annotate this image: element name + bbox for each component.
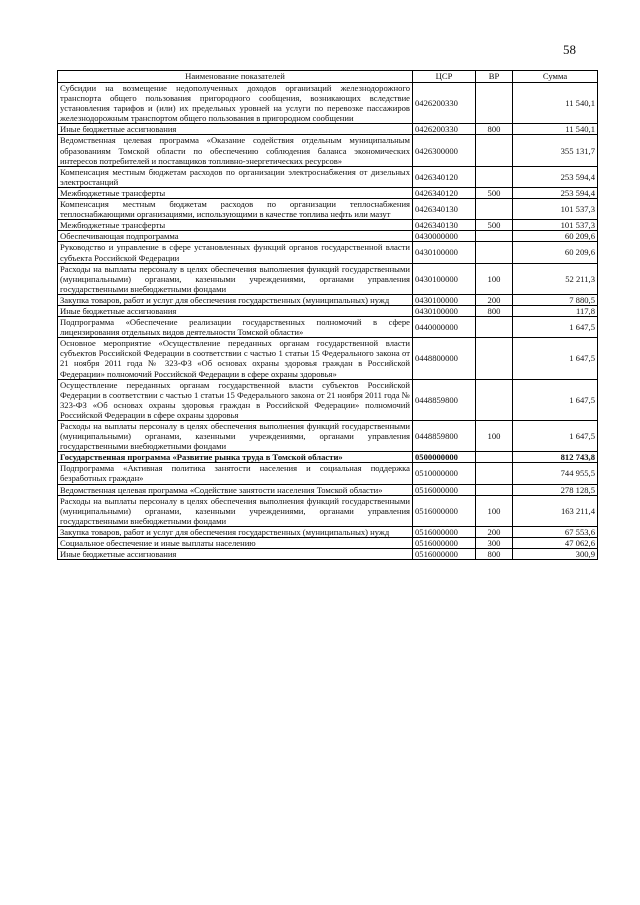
cell-name: Основное мероприятие «Осуществление переданных органам государственной власти субъектов Российской Федерации в соответствии с частью 1 статьи 15 Федерального закона от 21 ноября 2011 года № 323-ФЗ «Об основах охраны здоровья граждан в Российской Федерации» полномочий Российской Федерации в сфере охраны здоровья» [58, 338, 413, 379]
cell-csr: 0426200330 [413, 83, 476, 124]
cell-vr: 800 [476, 305, 513, 316]
cell-vr [476, 484, 513, 495]
cell-csr: 0426340120 [413, 187, 476, 198]
cell-name: Межбюджетные трансферты [58, 187, 413, 198]
table-row [58, 549, 598, 560]
cell-name: Ведомственная целевая программа «Оказание содействия отдельным муниципальным образованиям Томской области по обеспечению соблюдения баланса экономических интересов потребителей и поставщиков топливно-энергетических ресурсов» [58, 135, 413, 166]
cell-sum: 253 594,4 [513, 187, 598, 198]
cell-name: Расходы на выплаты персоналу в целях обеспечения выполнения функций государственными (муниципальными) органами, казенными учреждениями, органами управления государственными внебюджетными фондами [58, 495, 413, 526]
cell-vr [476, 379, 513, 420]
cell-sum: 52 211,3 [513, 263, 598, 294]
cell-name: Ведомственная целевая программа «Содействие занятости населения Томской области» [58, 484, 413, 495]
cell-vr [476, 242, 513, 263]
cell-csr: 0500000000 [413, 452, 476, 463]
cell-sum: 1 647,5 [513, 317, 598, 338]
cell-vr: 500 [476, 187, 513, 198]
cell-vr: 800 [476, 549, 513, 560]
cell-csr: 0430100000 [413, 263, 476, 294]
cell-name: Расходы на выплаты персоналу в целях обеспечения выполнения функций государственными (муниципальными) органами, казенными учреждениями, органами управления государственными внебюджетными фондами [58, 421, 413, 452]
cell-name: Социальное обеспечение и иные выплаты населению [58, 538, 413, 549]
cell-name: Иные бюджетные ассигнования [58, 305, 413, 316]
cell-name: Субсидии на возмещение недополученных доходов организаций железнодорожного транспорта общего пользования пригородного сообщения, возникающих вследствие установления тарифов и (или) их предельных уровней на услуги по перевозке пассажиров железнодорожным транспортом общего пользования в пригородном сообщении [58, 83, 413, 124]
cell-name: Подпрограмма «Активная политика занятости населения и социальная поддержка безработных граждан» [58, 463, 413, 484]
cell-name: Закупка товаров, работ и услуг для обеспечения государственных (муниципальных) нужд [58, 294, 413, 305]
cell-vr: 100 [476, 421, 513, 452]
cell-sum: 11 540,1 [513, 124, 598, 135]
table-row [58, 495, 598, 526]
cell-vr [476, 83, 513, 124]
table-body [58, 83, 598, 560]
cell-sum: 1 647,5 [513, 338, 598, 379]
header-csr: ЦСР [413, 71, 476, 83]
cell-vr: 200 [476, 294, 513, 305]
cell-csr: 0510000000 [413, 463, 476, 484]
cell-sum: 163 211,4 [513, 495, 598, 526]
table-row [58, 379, 598, 420]
table-row [58, 242, 598, 263]
table-row [58, 538, 598, 549]
cell-csr: 0516000000 [413, 538, 476, 549]
cell-sum: 67 553,6 [513, 526, 598, 537]
cell-vr: 200 [476, 526, 513, 537]
cell-sum: 101 537,3 [513, 220, 598, 231]
cell-vr [476, 452, 513, 463]
table-row [58, 484, 598, 495]
cell-sum: 7 880,5 [513, 294, 598, 305]
cell-name: Подпрограмма «Обеспечение реализации государственных полномочий в сфере лицензирования отдельных видов деятельности Томской области» [58, 317, 413, 338]
table-header-row [58, 71, 598, 83]
cell-vr: 100 [476, 495, 513, 526]
cell-vr: 500 [476, 220, 513, 231]
cell-vr [476, 463, 513, 484]
cell-csr: 0516000000 [413, 495, 476, 526]
cell-name: Иные бюджетные ассигнования [58, 124, 413, 135]
cell-csr: 0448800000 [413, 338, 476, 379]
cell-name: Компенсация местным бюджетам расходов по организации электроснабжения от дизельных электростанций [58, 166, 413, 187]
cell-csr: 0426340130 [413, 220, 476, 231]
cell-sum: 278 128,5 [513, 484, 598, 495]
cell-name: Осуществление переданных органам государственной власти субъектов Российской Федерации в соответствии с частью 1 статьи 15 Федерального закона от 21 ноября 2011 года № 323-ФЗ «Об основах охраны здоровья граждан в Российской Федерации» полномочий Российской Федерации в сфере охраны здоровья [58, 379, 413, 420]
cell-sum: 812 743,8 [513, 452, 598, 463]
cell-sum: 101 537,3 [513, 199, 598, 220]
cell-sum: 744 955,5 [513, 463, 598, 484]
cell-vr [476, 231, 513, 242]
table-row [58, 263, 598, 294]
table-row [58, 421, 598, 452]
table-row [58, 231, 598, 242]
cell-name: Межбюджетные трансферты [58, 220, 413, 231]
table-row [58, 526, 598, 537]
cell-name: Руководство и управление в сфере установленных функций органов государственной власти субъекта Российской Федерации [58, 242, 413, 263]
table-row [58, 452, 598, 463]
budget-table [57, 70, 598, 560]
cell-csr: 0430000000 [413, 231, 476, 242]
cell-sum: 253 594,4 [513, 166, 598, 187]
cell-csr: 0516000000 [413, 526, 476, 537]
table-row [58, 463, 598, 484]
table-row [58, 294, 598, 305]
cell-sum: 117,8 [513, 305, 598, 316]
page-number: 58 [563, 42, 576, 57]
table-row [58, 187, 598, 198]
table-row [58, 317, 598, 338]
cell-sum: 60 209,6 [513, 242, 598, 263]
header-vr: ВР [476, 71, 513, 83]
cell-csr: 0516000000 [413, 484, 476, 495]
header-name: Наименование показателей [58, 71, 413, 83]
table-row [58, 305, 598, 316]
table-row [58, 124, 598, 135]
cell-csr: 0426340120 [413, 166, 476, 187]
cell-csr: 0516000000 [413, 549, 476, 560]
cell-sum: 300,9 [513, 549, 598, 560]
cell-name: Закупка товаров, работ и услуг для обеспечения государственных (муниципальных) нужд [58, 526, 413, 537]
cell-name: Иные бюджетные ассигнования [58, 549, 413, 560]
cell-vr: 800 [476, 124, 513, 135]
cell-name: Обеспечивающая подпрограмма [58, 231, 413, 242]
table-row [58, 199, 598, 220]
cell-csr: 0448859800 [413, 379, 476, 420]
cell-name: Государственная программа «Развитие рынка труда в Томской области» [58, 452, 413, 463]
cell-csr: 0426300000 [413, 135, 476, 166]
cell-sum: 355 131,7 [513, 135, 598, 166]
table-row [58, 338, 598, 379]
cell-sum: 11 540,1 [513, 83, 598, 124]
cell-csr: 0426200330 [413, 124, 476, 135]
table-row [58, 220, 598, 231]
cell-name: Расходы на выплаты персоналу в целях обеспечения выполнения функций государственными (муниципальными) органами, казенными учреждениями, органами управления государственными внебюджетными фондами [58, 263, 413, 294]
cell-csr: 0448859800 [413, 421, 476, 452]
cell-sum: 1 647,5 [513, 421, 598, 452]
cell-vr: 100 [476, 263, 513, 294]
cell-csr: 0426340130 [413, 199, 476, 220]
cell-vr [476, 166, 513, 187]
cell-vr [476, 199, 513, 220]
cell-name: Компенсация местным бюджетам расходов по организации теплоснабжения теплоснабжающими организациями, использующими в качестве топлива нефть или мазут [58, 199, 413, 220]
cell-sum: 1 647,5 [513, 379, 598, 420]
cell-vr [476, 135, 513, 166]
header-sum: Сумма [513, 71, 598, 83]
cell-csr: 0430100000 [413, 294, 476, 305]
cell-vr: 300 [476, 538, 513, 549]
cell-csr: 0440000000 [413, 317, 476, 338]
cell-vr [476, 338, 513, 379]
table-row [58, 135, 598, 166]
cell-csr: 0430100000 [413, 242, 476, 263]
cell-csr: 0430100000 [413, 305, 476, 316]
table-row [58, 166, 598, 187]
cell-sum: 60 209,6 [513, 231, 598, 242]
table-row [58, 83, 598, 124]
cell-sum: 47 062,6 [513, 538, 598, 549]
cell-vr [476, 317, 513, 338]
